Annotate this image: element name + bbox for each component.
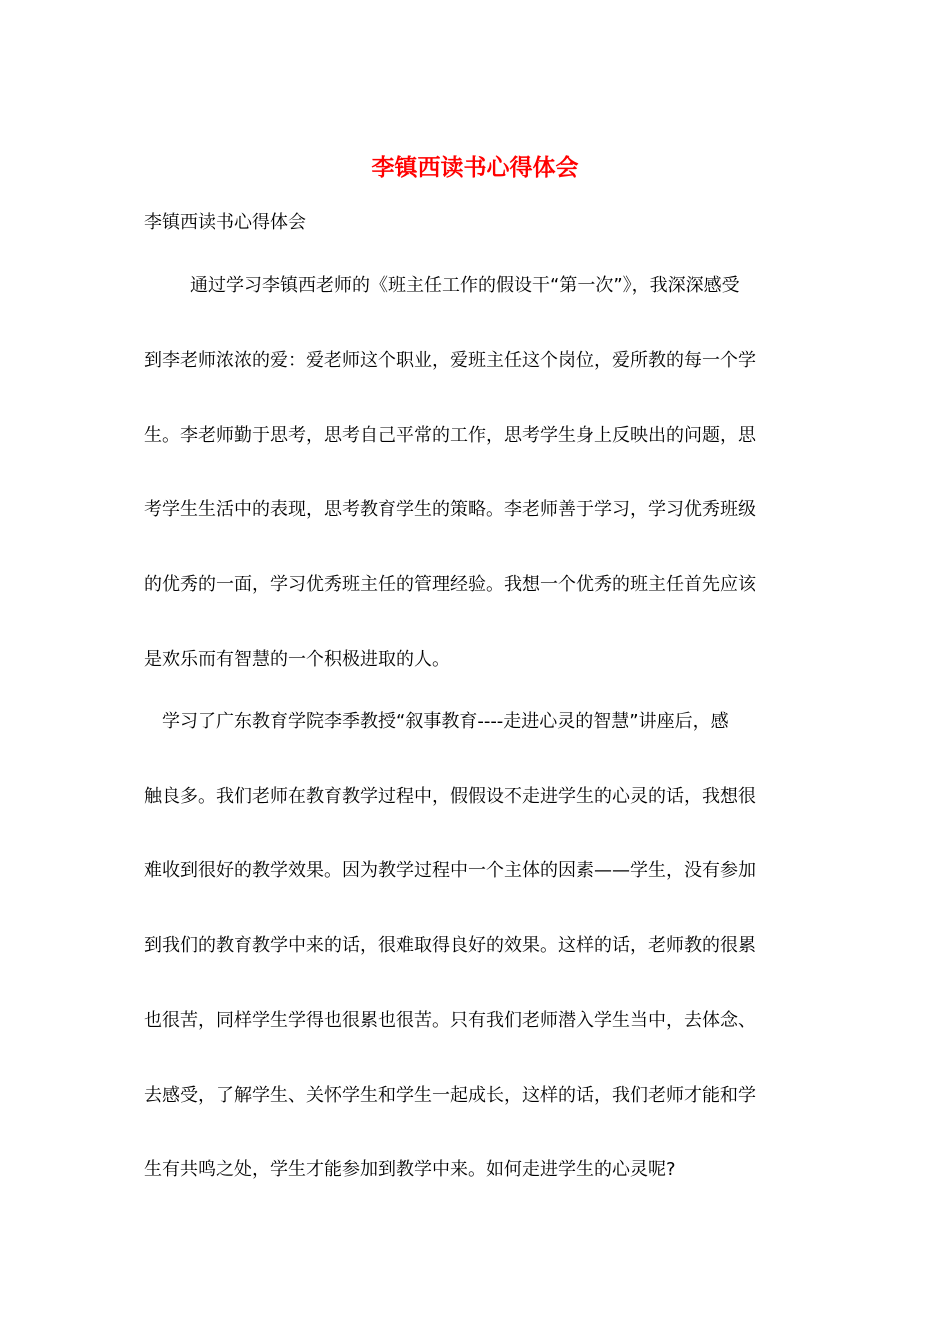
paragraph-2-line-1: 学习了广东教育学院李季教授“叙事教育----走进心灵的智慧”讲座后，感 bbox=[162, 711, 729, 732]
paragraph-1-line-2: 到李老师浓浓的爱：爱老师这个职业，爱班主任这个岗位，爱所教的每一个学 bbox=[144, 350, 756, 371]
document-subtitle: 李镇西读书心得体会 bbox=[144, 212, 306, 233]
paragraph-2-line-6: 去感受，了解学生、关怀学生和学生一起成长，这样的话，我们老师才能和学 bbox=[144, 1085, 756, 1106]
document-title: 李镇西读书心得体会 bbox=[371, 154, 579, 181]
paragraph-2-line-5: 也很苦，同样学生学得也很累也很苦。只有我们老师潜入学生当中，去体念、 bbox=[144, 1010, 756, 1031]
paragraph-1-line-6: 是欢乐而有智慧的一个积极进取的人。 bbox=[144, 649, 450, 670]
paragraph-1-line-1: 通过学习李镇西老师的《班主任工作的假设干“第一次”》，我深深感受 bbox=[190, 275, 740, 296]
paragraph-2-line-4: 到我们的教育教学中来的话，很难取得良好的效果。这样的话，老师教的很累 bbox=[144, 935, 756, 956]
paragraph-1-line-4: 考学生生活中的表现，思考教育学生的策略。李老师善于学习，学习优秀班级 bbox=[144, 499, 756, 520]
paragraph-2-line-2: 触良多。我们老师在教育教学过程中，假假设不走进学生的心灵的话，我想很 bbox=[144, 786, 756, 807]
paragraph-1-line-3: 生。李老师勤于思考，思考自己平常的工作，思考学生身上反映出的问题，思 bbox=[144, 425, 756, 446]
paragraph-2-line-3: 难收到很好的教学效果。因为教学过程中一个主体的因素——学生，没有参加 bbox=[144, 860, 756, 881]
paragraph-1-line-5: 的优秀的一面，学习优秀班主任的管理经验。我想一个优秀的班主任首先应该 bbox=[144, 574, 756, 595]
paragraph-2-line-7: 生有共鸣之处，学生才能参加到教学中来。如何走进学生的心灵呢? bbox=[144, 1159, 676, 1180]
